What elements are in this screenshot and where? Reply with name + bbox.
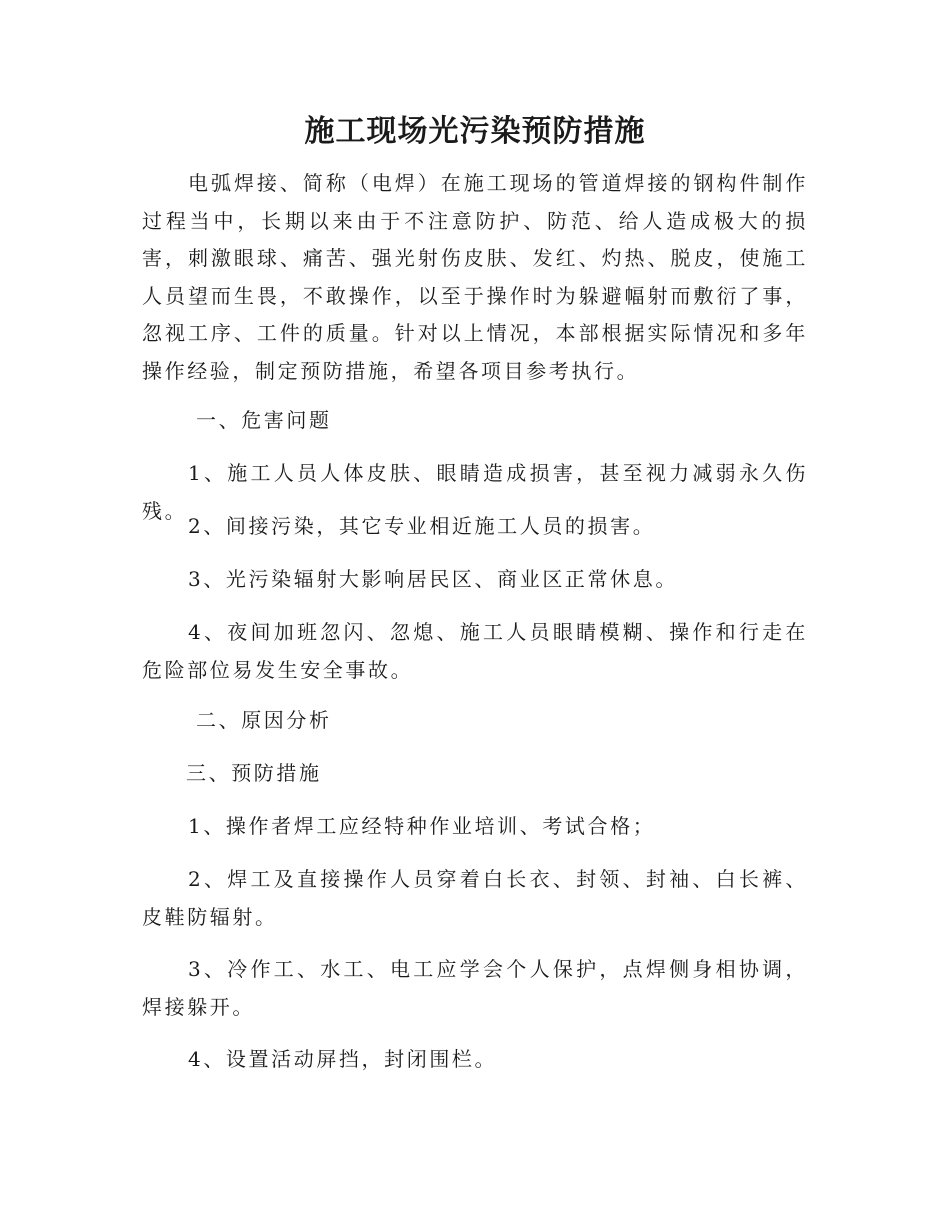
hazard-item-1: 1、施工人员人体皮肤、眼睛造成损害，甚至视力减弱永久伤残。 xyxy=(142,461,808,523)
hazard-item-3: 3、光污染辐射大影响居民区、商业区正常休息。 xyxy=(188,567,678,591)
hazard-item-2: 2、间接污染，其它专业相近施工人员的损害。 xyxy=(188,514,656,538)
section-heading-hazards: 一、危害问题 xyxy=(196,408,332,432)
measure-item-1: 1、操作者焊工应经特种作业培训、考试合格； xyxy=(188,814,656,838)
intro-paragraph: 电弧焊接、简称（电焊）在施工现场的管道焊接的钢构件制作过程当中，长期以来由于不注意防护、防范、给人造成极大的损害，刺激眼球、痛苦、强光射伤皮肤、发红、灼热、脱皮，使施工人员望而生畏，不敢操作，以至于操作时为躲避幅射而敷衍了事，忽视工序、工件的质量。针对以上情况，本部根据实际情况和多年操作经验，制定预防措施，希望各项目参考执行。 xyxy=(142,171,808,383)
measure-item-3: 3、冷作工、水工、电工应学会个人保护，点焊侧身相协调，焊接躲开。 xyxy=(142,957,808,1019)
measure-item-2: 2、焊工及直接操作人员穿着白长衣、封领、封袖、白长裤、皮鞋防辐射。 xyxy=(142,867,808,929)
measure-item-4: 4、设置活动屏挡，封闭围栏。 xyxy=(188,1047,498,1071)
document-title: 施工现场光污染预防措施 xyxy=(304,114,646,149)
section-heading-measures: 三、预防措施 xyxy=(186,761,322,785)
section-heading-causes: 二、原因分析 xyxy=(196,708,332,732)
hazard-item-4: 4、夜间加班忽闪、忽熄、施工人员眼睛模糊、操作和行走在危险部位易发生安全事故。 xyxy=(142,620,808,682)
